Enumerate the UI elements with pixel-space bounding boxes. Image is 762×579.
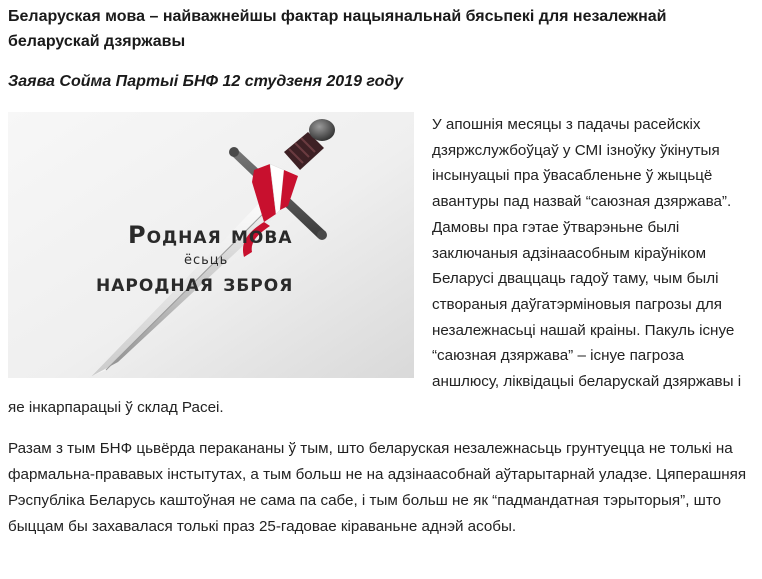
paragraph-2: Разам з тым БНФ цьвёрда перакананы ў тым, што беларуская незалежнасьць грунтуецца не толькі на фармальна-прававых інстытутах, а тым больш не на адзінаасобнай аўтарытарнай уладзе. Цяперашняя Рэспубліка Беларусь каштоўная не сама па сабе, і тым больш не як “падмандатная тэрыторыя”, што быццам бы захавалася толькі праз 25-гадовае кіраваньне аднэй асобы.: [8, 440, 747, 535]
sword-poster-image: [8, 112, 414, 378]
paragraph-1: У апошнія месяцы з падачы расейскіх дзяржслужбоўцаў у СМІ ізноўку ўкінутыя інсынуацыі пра ўвасабленьне ў жыцьцё авантуры пад назвай “саюзная дзяржава”. Дамовы пра гэтае ўтварэньне былі заключаныя адзінаасобным кіраўніком Беларусі дваццаць гадоў таму, чым былі створаныя даўгатэрміновыя пагрозы для незалежнасьці нашай краіны. Пакуль існуе “саюзная дзяржава” – існуе пагроза аншлюсу, ліквідацыі беларускай дзяржавы і яе інкарпарацыі ў склад Расеі.: [8, 116, 742, 416]
poster-line-1: Родная мова: [128, 221, 293, 249]
poster-line-2: ёсьць: [184, 253, 229, 268]
article: [8, 0, 753, 539]
article-title: Беларуская мова – найважнейшы фактар нацыянальнай бясьпекі для незалежнай беларускай дзяржавы: [8, 8, 667, 50]
poster-line-3: народная зброя: [96, 269, 294, 297]
article-subtitle: Заява Сойма Партыі БНФ 12 студзеня 2019 году: [8, 73, 404, 90]
article-body: [8, 112, 753, 539]
sword-pommel: [309, 119, 335, 141]
